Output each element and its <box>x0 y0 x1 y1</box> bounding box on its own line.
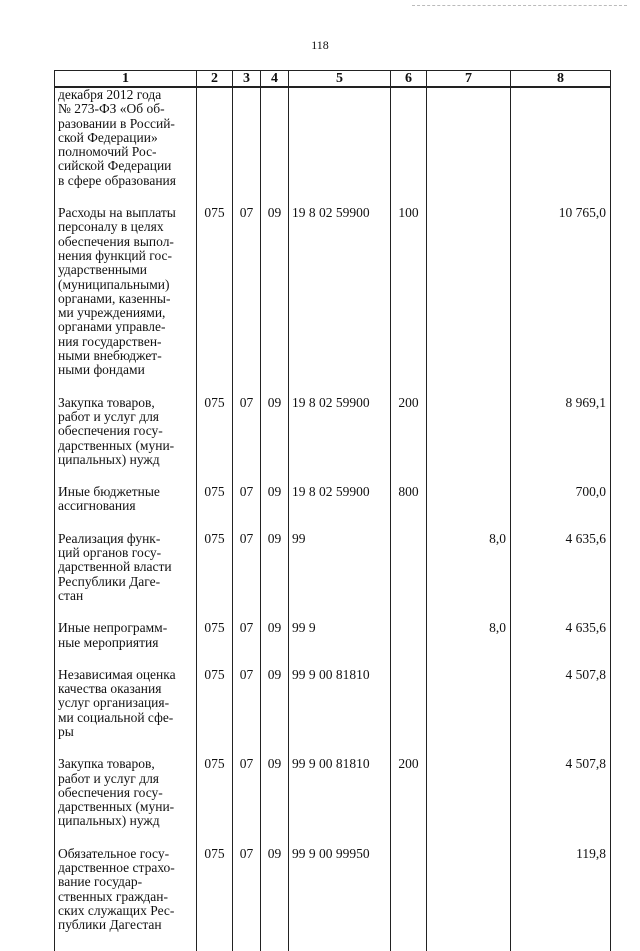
spacer-cell <box>233 514 261 532</box>
row-name-line: дарственное страхо- <box>58 860 175 876</box>
budget-table <box>54 70 611 951</box>
row-name-line: Реализация функ- <box>58 530 161 546</box>
spacer-cell <box>427 933 511 951</box>
spacer-cell <box>261 378 289 396</box>
row-name-line: органами, казенны- <box>58 290 171 306</box>
subsection-code: 09 <box>261 847 289 933</box>
row-spacer <box>55 739 611 757</box>
row-name-line: Республики Даге- <box>58 573 161 589</box>
spacer-cell <box>289 514 391 532</box>
admin-code: 075 <box>197 532 233 603</box>
amount-col8: 4 635,6 <box>511 621 611 650</box>
amount-col7 <box>427 206 511 378</box>
row-spacer <box>55 378 611 396</box>
spacer-cell <box>427 603 511 621</box>
row-name-line: в сфере образования <box>58 172 176 188</box>
expense-type-code <box>391 87 427 188</box>
col-header-3: 3 <box>233 71 261 88</box>
row-name <box>55 668 197 739</box>
spacer-cell <box>427 378 511 396</box>
amount-col7 <box>427 396 511 467</box>
subsection-code: 09 <box>261 668 289 739</box>
row-name <box>55 87 197 188</box>
row-spacer <box>55 933 611 951</box>
spacer-cell <box>511 650 611 668</box>
row-name-line: ные мероприятия <box>58 634 159 650</box>
spacer-cell <box>233 933 261 951</box>
amount-col7 <box>427 757 511 828</box>
row-spacer <box>55 514 611 532</box>
spacer-cell <box>511 739 611 757</box>
expense-type-code <box>391 668 427 739</box>
row-name-line: ры <box>58 723 74 739</box>
row-name-line: обеспечения госу- <box>58 423 163 439</box>
spacer-cell <box>289 378 391 396</box>
target-article-code: 99 9 00 99950 <box>289 847 391 933</box>
amount-col7 <box>427 847 511 933</box>
admin-code: 075 <box>197 621 233 650</box>
row-name-line: № 273-ФЗ «Об об- <box>58 101 165 117</box>
spacer-cell <box>391 933 427 951</box>
row-name <box>55 757 197 828</box>
spacer-cell <box>55 378 197 396</box>
row-name-line: Обязательное госу- <box>58 845 170 861</box>
row-name-line: услуг организация- <box>58 695 170 711</box>
spacer-cell <box>233 188 261 206</box>
row-name <box>55 485 197 514</box>
target-article-code: 99 <box>289 532 391 603</box>
spacer-cell <box>427 829 511 847</box>
target-article-code: 99 9 00 81810 <box>289 668 391 739</box>
target-article-code <box>289 87 391 188</box>
col-header-7: 7 <box>427 71 511 88</box>
page-number: 118 <box>311 38 329 52</box>
amount-col8: 8 969,1 <box>511 396 611 467</box>
row-spacer <box>55 603 611 621</box>
expense-type-code <box>391 532 427 603</box>
spacer-cell <box>233 467 261 485</box>
spacer-cell <box>391 603 427 621</box>
spacer-cell <box>427 188 511 206</box>
section-code: 07 <box>233 757 261 828</box>
section-code: 07 <box>233 532 261 603</box>
spacer-cell <box>197 829 233 847</box>
table-row <box>55 87 611 188</box>
spacer-cell <box>289 467 391 485</box>
row-name-line: работ и услуг для <box>58 770 160 786</box>
spacer-cell <box>289 650 391 668</box>
admin-code: 075 <box>197 206 233 378</box>
row-name-line: органами управле- <box>58 319 166 335</box>
row-name-line: ния государствен- <box>58 333 162 349</box>
spacer-cell <box>427 467 511 485</box>
row-spacer <box>55 650 611 668</box>
expense-type-code: 800 <box>391 485 427 514</box>
section-code: 07 <box>233 621 261 650</box>
table-row <box>55 847 611 933</box>
spacer-cell <box>233 378 261 396</box>
table-row <box>55 532 611 603</box>
expense-type-code: 100 <box>391 206 427 378</box>
amount-col7 <box>427 485 511 514</box>
row-name-line: стан <box>58 587 84 603</box>
spacer-cell <box>391 188 427 206</box>
row-name-line: обеспечения выпол- <box>58 233 174 249</box>
target-article-code: 19 8 02 59900 <box>289 396 391 467</box>
subsection-code: 09 <box>261 532 289 603</box>
amount-col8: 4 635,6 <box>511 532 611 603</box>
section-code: 07 <box>233 206 261 378</box>
row-name-line: (муниципальными) <box>58 276 170 292</box>
row-name <box>55 847 197 933</box>
subsection-code: 09 <box>261 621 289 650</box>
spacer-cell <box>261 603 289 621</box>
row-name-line: Иные бюджетные <box>58 484 160 500</box>
row-name-line: ассигнования <box>58 498 136 514</box>
spacer-cell <box>511 603 611 621</box>
admin-code: 075 <box>197 847 233 933</box>
row-name-line: Закупка товаров, <box>58 756 155 772</box>
table-row <box>55 396 611 467</box>
row-name-line: ской Федерации» <box>58 129 158 145</box>
amount-col8: 4 507,8 <box>511 757 611 828</box>
row-name-line: сийской Федерации <box>58 158 172 174</box>
row-name-line: декабря 2012 года <box>58 87 162 102</box>
spacer-cell <box>427 514 511 532</box>
col-header-1: 1 <box>55 71 197 88</box>
row-spacer <box>55 188 611 206</box>
amount-col8: 700,0 <box>511 485 611 514</box>
admin-code: 075 <box>197 757 233 828</box>
spacer-cell <box>261 514 289 532</box>
row-name-line: нения функций гос- <box>58 247 173 263</box>
row-name-line: ными внебюджет- <box>58 348 162 364</box>
table-row <box>55 757 611 828</box>
subsection-code: 09 <box>261 396 289 467</box>
spacer-cell <box>511 933 611 951</box>
spacer-cell <box>55 514 197 532</box>
amount-col7: 8,0 <box>427 621 511 650</box>
spacer-cell <box>261 467 289 485</box>
spacer-cell <box>55 603 197 621</box>
spacer-cell <box>289 829 391 847</box>
row-name-line: ственных граждан- <box>58 888 169 904</box>
admin-code <box>197 87 233 188</box>
col-header-6: 6 <box>391 71 427 88</box>
header-row <box>55 71 611 88</box>
target-article-code: 99 9 00 81810 <box>289 757 391 828</box>
col-header-5: 5 <box>289 71 391 88</box>
row-name <box>55 532 197 603</box>
spacer-cell <box>427 650 511 668</box>
admin-code: 075 <box>197 485 233 514</box>
row-name <box>55 396 197 467</box>
spacer-cell <box>233 739 261 757</box>
spacer-cell <box>197 933 233 951</box>
amount-col8: 119,8 <box>511 847 611 933</box>
spacer-cell <box>233 829 261 847</box>
spacer-cell <box>511 378 611 396</box>
amount-col8: 4 507,8 <box>511 668 611 739</box>
row-name-line: полномочий Рос- <box>58 144 157 160</box>
spacer-cell <box>289 603 391 621</box>
scan-mark <box>412 5 627 6</box>
spacer-cell <box>233 603 261 621</box>
expense-type-code: 200 <box>391 757 427 828</box>
col-header-8: 8 <box>511 71 611 88</box>
row-name-line: ми социальной сфе- <box>58 709 174 725</box>
spacer-cell <box>511 514 611 532</box>
row-name-line: разовании в Россий- <box>58 115 175 131</box>
subsection-code: 09 <box>261 757 289 828</box>
subsection-code: 09 <box>261 206 289 378</box>
spacer-cell <box>391 829 427 847</box>
expense-type-code <box>391 621 427 650</box>
row-name <box>55 206 197 378</box>
row-name-line: вание государ- <box>58 874 143 890</box>
spacer-cell <box>289 933 391 951</box>
spacer-cell <box>55 829 197 847</box>
spacer-cell <box>289 188 391 206</box>
amount-col8 <box>511 87 611 188</box>
spacer-cell <box>391 650 427 668</box>
spacer-cell <box>427 739 511 757</box>
spacer-cell <box>511 188 611 206</box>
row-name-line: персоналу в целях <box>58 219 164 235</box>
spacer-cell <box>261 188 289 206</box>
spacer-cell <box>233 650 261 668</box>
spacer-cell <box>261 739 289 757</box>
amount-col8: 10 765,0 <box>511 206 611 378</box>
row-name-line: Иные непрограмм- <box>58 620 168 636</box>
section-code <box>233 87 261 188</box>
row-name-line: ций органов госу- <box>58 545 162 561</box>
spacer-cell <box>511 829 611 847</box>
row-name-line: ципальных) нужд <box>58 451 160 467</box>
table-row <box>55 668 611 739</box>
target-article-code: 19 8 02 59900 <box>289 485 391 514</box>
spacer-cell <box>55 467 197 485</box>
table-row <box>55 206 611 378</box>
subsection-code: 09 <box>261 485 289 514</box>
row-name-line: Закупка товаров, <box>58 394 155 410</box>
spacer-cell <box>55 188 197 206</box>
spacer-cell <box>197 739 233 757</box>
col-header-2: 2 <box>197 71 233 88</box>
row-name-line: ными фондами <box>58 362 145 378</box>
row-name-line: ских служащих Рес- <box>58 902 175 918</box>
subsection-code <box>261 87 289 188</box>
spacer-cell <box>55 739 197 757</box>
spacer-cell <box>55 933 197 951</box>
row-name-line: ми учреждениями, <box>58 305 166 321</box>
table-body <box>55 87 611 951</box>
row-name-line: Расходы на выплаты <box>58 205 176 221</box>
section-code: 07 <box>233 847 261 933</box>
spacer-cell <box>511 467 611 485</box>
section-code: 07 <box>233 668 261 739</box>
spacer-cell <box>391 378 427 396</box>
expense-type-code: 200 <box>391 396 427 467</box>
row-name <box>55 621 197 650</box>
spacer-cell <box>261 933 289 951</box>
spacer-cell <box>197 603 233 621</box>
amount-col7 <box>427 87 511 188</box>
row-spacer <box>55 829 611 847</box>
table-row <box>55 485 611 514</box>
row-name-line: ципальных) нужд <box>58 813 160 829</box>
target-article-code: 99 9 <box>289 621 391 650</box>
col-header-4: 4 <box>261 71 289 88</box>
table-row <box>55 621 611 650</box>
admin-code: 075 <box>197 396 233 467</box>
spacer-cell <box>261 829 289 847</box>
row-name-line: дарственных (муни- <box>58 437 175 453</box>
spacer-cell <box>197 188 233 206</box>
spacer-cell <box>197 378 233 396</box>
row-spacer <box>55 467 611 485</box>
spacer-cell <box>391 514 427 532</box>
row-name-line: работ и услуг для <box>58 408 160 424</box>
target-article-code: 19 8 02 59900 <box>289 206 391 378</box>
expense-type-code <box>391 847 427 933</box>
row-name-line: дарственных (муни- <box>58 799 175 815</box>
spacer-cell <box>261 650 289 668</box>
row-name-line: публики Дагестан <box>58 917 162 933</box>
row-name-line: дарственной власти <box>58 559 172 575</box>
spacer-cell <box>197 467 233 485</box>
amount-col7: 8,0 <box>427 532 511 603</box>
row-name-line: качества оказания <box>58 681 162 697</box>
spacer-cell <box>197 650 233 668</box>
spacer-cell <box>391 467 427 485</box>
amount-col7 <box>427 668 511 739</box>
spacer-cell <box>289 739 391 757</box>
spacer-cell <box>391 739 427 757</box>
admin-code: 075 <box>197 668 233 739</box>
section-code: 07 <box>233 396 261 467</box>
row-name-line: обеспечения госу- <box>58 784 163 800</box>
row-name-line: ударственными <box>58 262 147 278</box>
spacer-cell <box>197 514 233 532</box>
spacer-cell <box>55 650 197 668</box>
row-name-line: Независимая оценка <box>58 666 176 682</box>
section-code: 07 <box>233 485 261 514</box>
